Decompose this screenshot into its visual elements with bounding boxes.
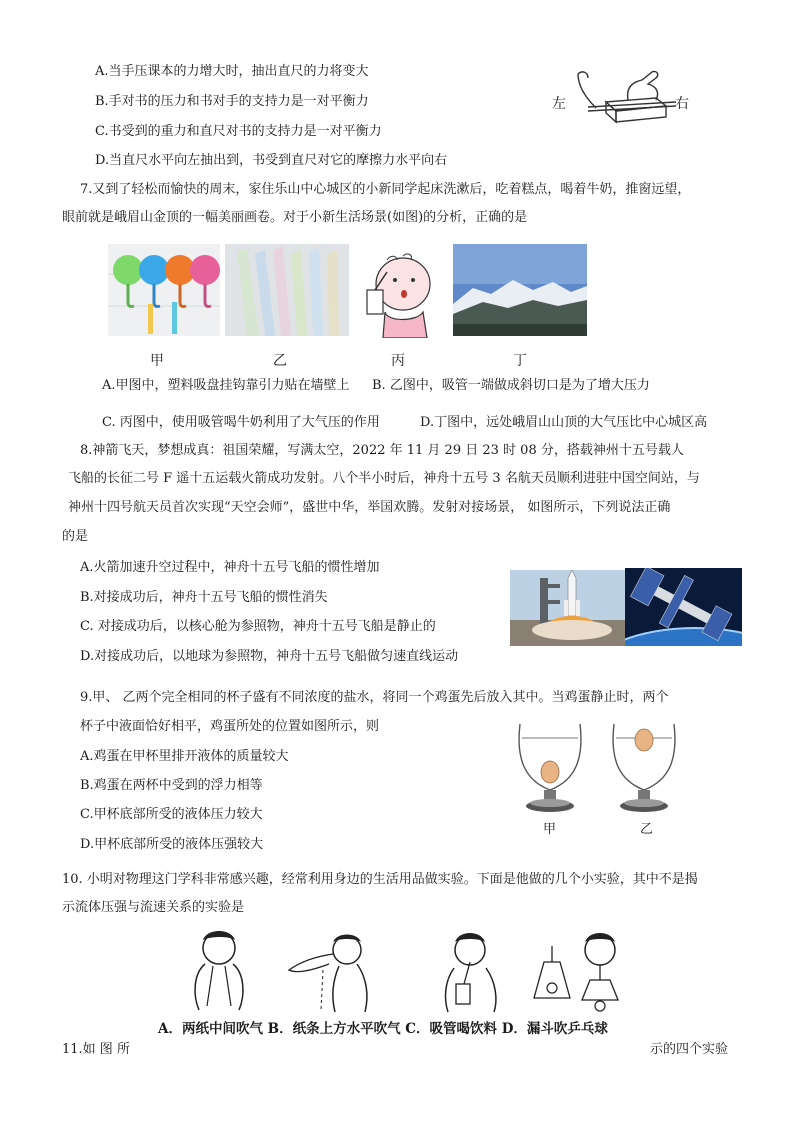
q7-picture-suction-hooks (108, 244, 220, 336)
q10-drawing-a-blow-between-papers (185, 926, 255, 1014)
q7-label-ding: 丁 (513, 353, 527, 369)
q7-option-c: C. 丙图中，使用吸管喝牛奶利用了大气压的作用 (102, 415, 380, 430)
q8-stem-line4: 的是 (62, 529, 89, 544)
q10-figure-caption: A．两纸中间吹气 B．纸条上方水平吹气 C．吸管喝饮料 D．漏斗吹乒乓球 (158, 1021, 608, 1037)
q6-figure-label-left: 左 (552, 96, 566, 112)
q8-stem-line2: 飞船的长征二号 F 遥十五运载火箭成功发射。八个半小时后，神舟十五号 3 名航天员顺利进驻中国空间站，与 (68, 471, 700, 486)
q8-stem-line3: 神州十四号航天员首次实现“天空会师”，盛世中华，举国欢腾。发射对接场景， 如图所示，下列说法正确 (68, 500, 671, 515)
q10-stem-line2: 示流体压强与流速关系的实验是 (62, 900, 245, 915)
q7-option-d: D.丁图中，远处峨眉山山顶的大气压比中心城区高 (420, 415, 708, 430)
q6-option-a: A.当手压课本的力增大时，抽出直尺的力将变大 (95, 64, 369, 79)
q7-label-jia: 甲 (150, 353, 164, 369)
q6-option-c: C.书受到的重力和直尺对书的支持力是一对平衡力 (95, 124, 382, 139)
q9-option-a: A.鸡蛋在甲杯里排开液体的质量较大 (80, 749, 289, 764)
q7-stem-line1: 7.又到了轻松而愉快的周末，家住乐山中心城区的小新同学起床洗漱后，吃着糕点，喝着牛奶，推窗远望， (80, 182, 691, 197)
q7-stem-line2: 眼前就是峨眉山金顶的一幅美丽画卷。对于小新生活场景(如图)的分析，正确的是 (62, 210, 528, 225)
q6-option-d: D.当直尺水平向左抽出到，书受到直尺对它的摩擦力水平向右 (95, 153, 448, 168)
q11-stem-right: 示的四个实验 (650, 1042, 729, 1057)
q8-option-a: A.火箭加速升空过程中，神舟十五号飞船的惯性增加 (80, 560, 380, 575)
q6-figure-label-right: 右 (675, 96, 689, 112)
q9-option-b: B.鸡蛋在两杯中受到的浮力相等 (80, 778, 263, 793)
q9-label-jia: 甲 (543, 822, 557, 837)
q9-option-c: C.甲杯底部所受的液体压力较大 (80, 807, 263, 822)
q8-option-d: D.对接成功后，以地球为参照物，神舟十五号飞船做匀速直线运动 (80, 649, 459, 664)
q7-picture-mountain (453, 244, 587, 336)
q8-photo-space-station (625, 568, 742, 646)
q9-option-d: D.甲杯底部所受的液体压强较大 (80, 837, 264, 852)
q7-picture-child-drinking-milk (357, 250, 442, 338)
q8-option-c: C. 对接成功后，以核心舱为参照物，神舟十五号飞船是静止的 (80, 619, 436, 634)
q8-photo-rocket-launch (510, 570, 625, 646)
q10-drawing-d-funnel-ping-pong (530, 926, 630, 1014)
q10-drawing-c-drink-through-straw (440, 928, 500, 1014)
q9-stem-line1: 9.甲、 乙两个完全相同的杯子盛有不同浓度的盐水，将同一个鸡蛋先后放入其中。当鸡蛋静止时，两个 (80, 690, 669, 705)
q9-label-yi: 乙 (640, 822, 654, 837)
q7-picture-straws (225, 244, 349, 336)
q7-option-a: A.甲图中，塑料吸盘挂钩靠引力贴在墙壁上 (102, 378, 350, 393)
q6-option-b: B.手对书的压力和书对手的支持力是一对平衡力 (95, 94, 369, 109)
q8-option-b: B.对接成功后，神舟十五号飞船的惯性消失 (80, 590, 328, 605)
q11-stem-left: 11.如 图 所 (62, 1042, 130, 1057)
q9-stem-line2: 杯子中液面恰好相平，鸡蛋所处的位置如图所示，则 (80, 719, 380, 734)
q10-stem-line1: 10. 小明对物理这门学科非常感兴趣，经常利用身边的生活用品做实验。下面是他做的几个小实验，其中不是揭 (62, 872, 698, 887)
q7-label-bing: 丙 (391, 353, 405, 369)
q10-drawing-b-blow-over-strip (283, 930, 375, 1014)
q7-option-b: B. 乙图中，吸管一端做成斜切口是为了增大压力 (372, 378, 650, 393)
q7-label-yi: 乙 (273, 353, 287, 369)
q8-stem-line1: 8.神箭飞天，梦想成真：祖国荣耀，写满太空，2022 年 11 月 29 日 23 时 08 分，搭载神州十五号载人 (80, 443, 684, 458)
q9-figure-egg-glasses (510, 718, 690, 818)
